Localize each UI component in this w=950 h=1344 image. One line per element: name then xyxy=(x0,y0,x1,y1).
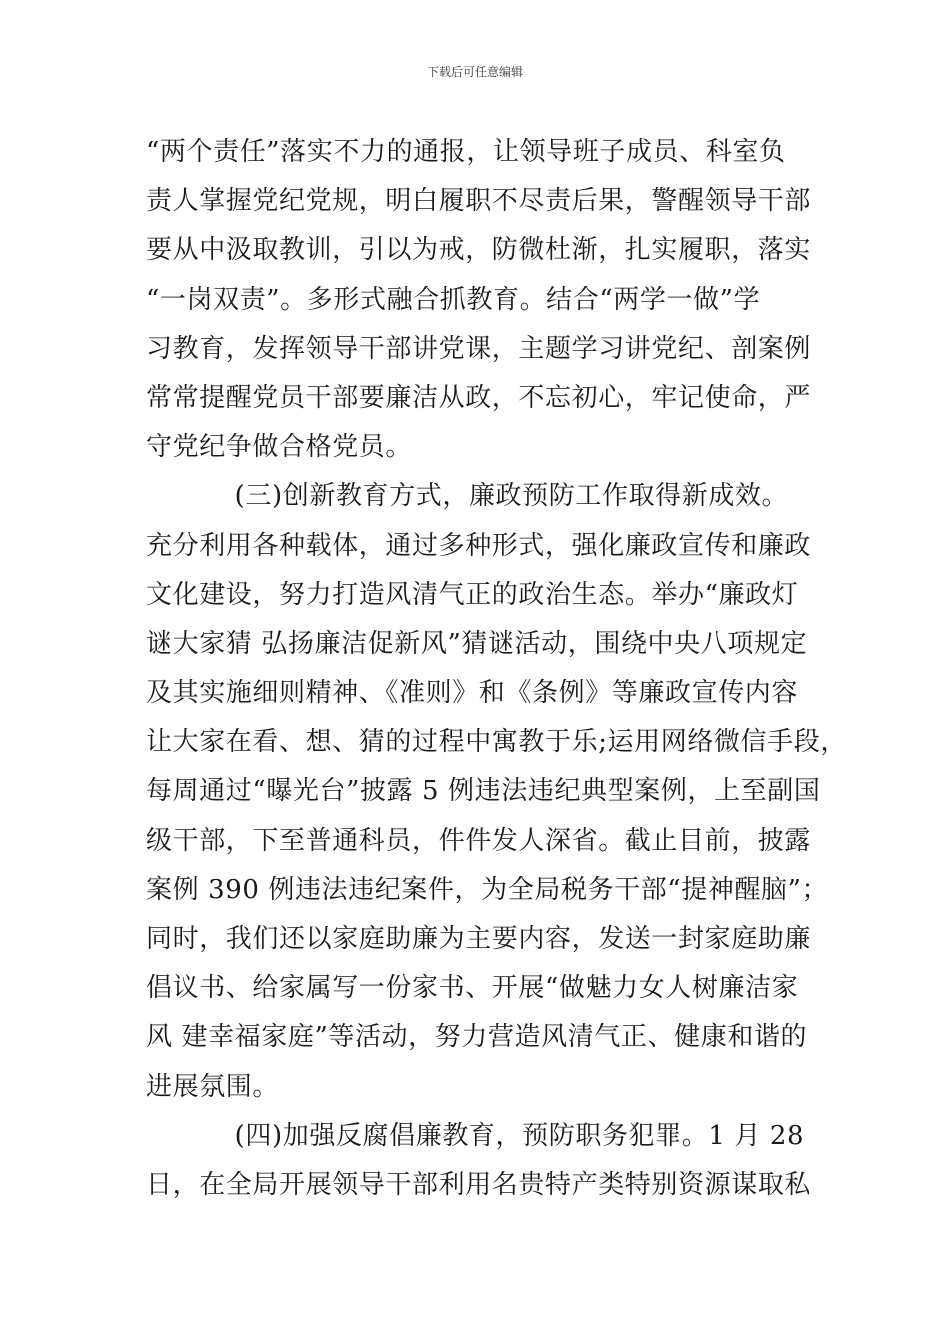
text-line: 文化建设，努力打造风清气正的政治生态。举办“廉政灯 xyxy=(146,579,799,610)
text-line: 日，在全局开展领导干部利用名贵特产类特别资源谋取私 xyxy=(146,1169,812,1200)
text-line: 倡议书、给家属写一份家书、开展“做魅力女人树廉洁家 xyxy=(146,973,799,1004)
text-line: 风 建幸福家庭”等活动，努力营造风清气正、健康和谐的 xyxy=(146,1022,808,1053)
section-heading-line: (三)创新教育方式，廉政预防工作取得新成效。 xyxy=(146,481,789,512)
page-header-note: 下载后可任意编辑 xyxy=(426,65,523,79)
text-line: “两个责任”落实不力的通报，让领导班子成员、科室负 xyxy=(146,137,786,167)
text-line: 让大家在看、想、猜的过程中寓教于乐;运用网络微信手段， xyxy=(146,727,847,758)
text-line: 习教育，发挥领导干部讲党课，主题学习讲党纪、剖案例 xyxy=(146,333,812,364)
text-line: 充分利用各种载体，通过多种形式，强化廉政宣传和廉政 xyxy=(146,530,812,561)
section-heading-line: (四)加强反腐倡廉教育，预防职务犯罪。1 月 28 xyxy=(146,1120,805,1151)
text-line: 同时，我们还以家庭助廉为主要内容，发送一封家庭助廉 xyxy=(146,924,812,954)
text-line: “一岗双责”。多形式融合抓教育。结合“两学一做”学 xyxy=(146,284,761,315)
text-line: 守党纪争做合格党员。 xyxy=(146,432,413,463)
text-line: 级干部，下至普通科员，件件发人深省。截止目前，披露 xyxy=(146,825,812,856)
text-line: 责人掌握党纪党规，明白履职不尽责后果，警醒领导干部 xyxy=(146,186,812,217)
text-line: 谜大家猜 弘扬廉洁促新风”猜谜活动，围绕中央八项规定 xyxy=(146,628,808,659)
text-line: 每周通过“曝光台”披露 5 例违法违纪典型案例，上至副国 xyxy=(146,776,821,807)
text-line: 及其实施细则精神、《准则》和《条例》等廉政宣传内容 xyxy=(146,678,799,709)
body-text xyxy=(146,128,847,1210)
text-line: 要从中汲取教训，引以为戒，防微杜渐，扎实履职，落实 xyxy=(146,235,812,266)
text-line: 案例 390 例违法违纪案件，为全局税务干部“提神醒脑”； xyxy=(146,874,829,905)
text-line: 进展氛围。 xyxy=(146,1071,280,1102)
text-line: 常常提醒党员干部要廉洁从政，不忘初心，牢记使命，严 xyxy=(146,382,812,413)
